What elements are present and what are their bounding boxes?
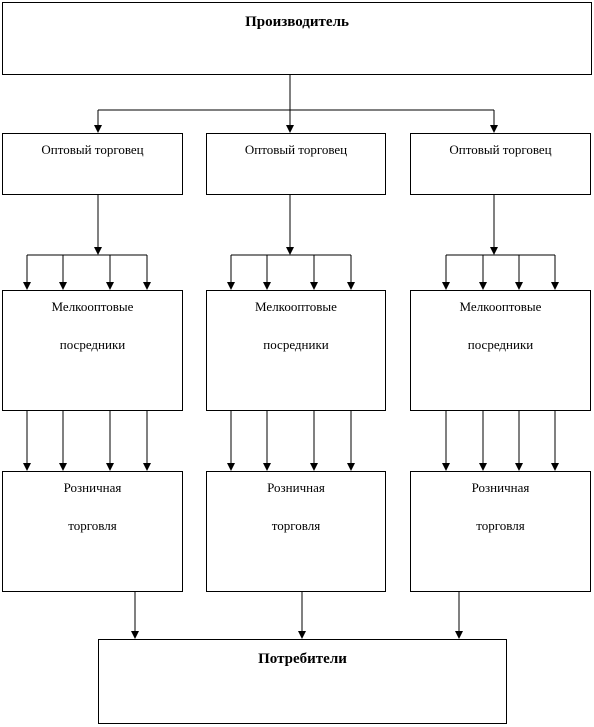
producer-label: Производитель — [245, 14, 349, 30]
retail-box-2 — [206, 471, 386, 592]
retail-box-1 — [2, 471, 183, 592]
retail-line2: торговля — [271, 517, 321, 533]
consumers-label: Потребители — [258, 651, 347, 667]
retail-line1: Розничная — [267, 480, 325, 495]
retail-line1: Розничная — [471, 480, 530, 495]
consumers-box — [98, 639, 507, 724]
small-wholesale-line1: Мелкооптовые — [255, 299, 337, 314]
wholesaler-label: Оптовый торговец — [449, 142, 552, 157]
small-wholesale-box-1 — [2, 290, 183, 411]
small-wholesale-box-2 — [206, 290, 386, 411]
wholesaler-box-3 — [410, 133, 591, 195]
small-wholesale-line1: Мелкооптовые — [51, 299, 134, 314]
retail-line2: торговля — [68, 517, 117, 533]
small-wholesale-line2: посредники — [467, 336, 534, 352]
wholesaler-box-1 — [2, 133, 183, 195]
wholesaler-label: Оптовый торговец — [41, 142, 144, 157]
retail-box-3 — [410, 471, 591, 592]
retail-line1: Розничная — [63, 480, 122, 495]
wholesaler-label: Оптовый торговец — [244, 142, 348, 157]
small-wholesale-line1: Мелкооптовые — [459, 299, 542, 314]
small-wholesale-line2: посредники — [263, 336, 329, 352]
wholesaler-box-2 — [206, 133, 386, 195]
small-wholesale-box-3 — [410, 290, 591, 411]
producer-box — [2, 2, 592, 75]
retail-line2: торговля — [476, 517, 525, 533]
small-wholesale-line2: посредники — [59, 336, 126, 352]
